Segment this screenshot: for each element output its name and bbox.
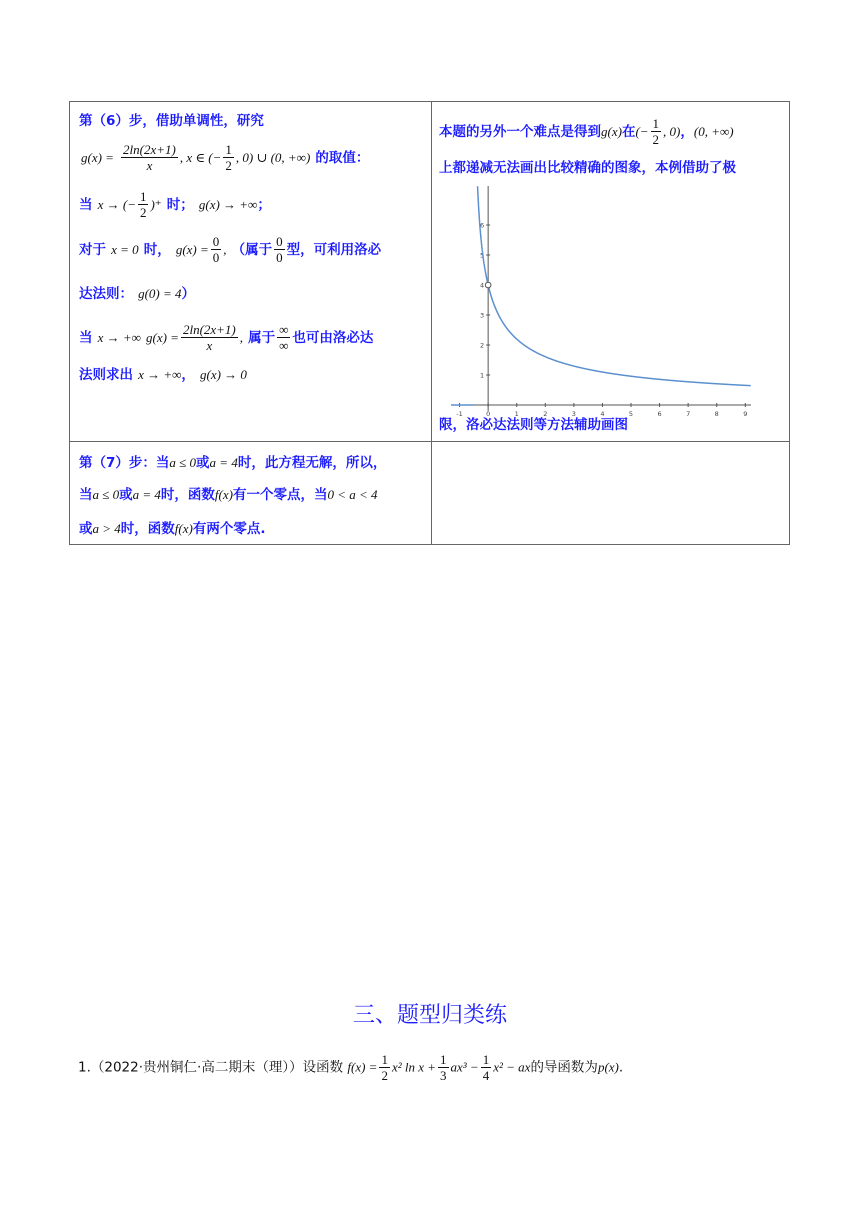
x-tick-label: 2 <box>543 410 548 418</box>
x-tick-label: 4 <box>600 410 605 418</box>
step7-line2: 当a ≤ 0或a = 4时，函数f(x)有一个零点，当0 < a < 4 <box>79 487 378 503</box>
y-tick-label: 4 <box>480 281 485 290</box>
step7-line3: 或a > 4时，函数f(x)有两个零点. <box>79 521 266 537</box>
step6-x-zero: 对于 x = 0 时， g(x) = $\frac{0}{0}$ , （属于 $\frac{0}{0}$ 型，可利用洛必 <box>79 234 382 265</box>
table-divider-vertical <box>431 102 432 544</box>
step6-conclusion: 法则求出 x → +∞， g(x) → 0 <box>79 367 247 383</box>
y-tick-label: 5 <box>480 251 485 260</box>
curve-right-branch <box>488 285 751 386</box>
step6-heading: 第（6）步，借助单调性，研究 <box>79 113 264 129</box>
y-tick-label: 2 <box>480 341 485 350</box>
y-tick-label: 6 <box>480 221 485 230</box>
right-note-line3: 限，洛必达法则等方法辅助画图 <box>439 417 628 433</box>
x-tick-label: 7 <box>686 410 691 418</box>
right-note-line1: 本题的另外一个难点是得到g(x)在(− $\frac{1}{2}$ , 0)，(0, +∞) <box>439 116 734 147</box>
step6-limit-infinity: 当 x → +∞ g(x) = $\frac{2\ln(2x+1)}{x}$ , 属于 $\frac{\infty}{\infty}$ 也可由洛必达 <box>79 322 374 353</box>
function-graph <box>451 186 751 418</box>
curve-left-branch <box>478 186 488 284</box>
open-point <box>485 282 491 288</box>
table-divider-horizontal <box>70 441 789 442</box>
step7-line1: 第（7）步：当a ≤ 0或a = 4时，此方程无解，所以， <box>79 455 387 471</box>
y-tick-label: 1 <box>480 371 485 380</box>
x-tick-label: -1 <box>456 410 463 418</box>
x-tick-label: 9 <box>743 410 748 418</box>
y-tick-label: 3 <box>480 311 485 320</box>
x-tick-label: 0 <box>486 410 491 418</box>
section-title: 三、题型归类练 <box>352 1003 507 1028</box>
x-tick-label: 3 <box>571 410 576 418</box>
step6-g-definition: g(x) = $\frac{2\ln(2x+1)}{x}$ , x ∈ (− $\frac{1}{2}$ , 0) ∪ (0, +∞) 的取值： <box>81 142 370 173</box>
step6-lhopital: 达法则： g(0) = 4） <box>79 286 196 302</box>
x-tick-label: 5 <box>628 410 634 418</box>
right-note-line2: 上都递减无法画出比较精确的图象，本例借助了极 <box>439 160 736 176</box>
x-tick-label: 6 <box>657 410 662 418</box>
explanation-table <box>69 101 790 545</box>
question-1: 1.（2022·贵州铜仁·高二期末（理））设函数 f(x) = $\frac{1}{2}$ x² ln x + $\frac{1}{3}$ ax³ − $\frac{1}{4}$ x² − ax的导函数为p(x). <box>78 1052 624 1083</box>
step6-limit-left: 当 x → (− $\frac{1}{2}$ )⁺ 时； g(x) → +∞； <box>79 189 271 220</box>
x-tick-label: 1 <box>514 410 519 418</box>
x-tick-label: 8 <box>714 410 719 418</box>
